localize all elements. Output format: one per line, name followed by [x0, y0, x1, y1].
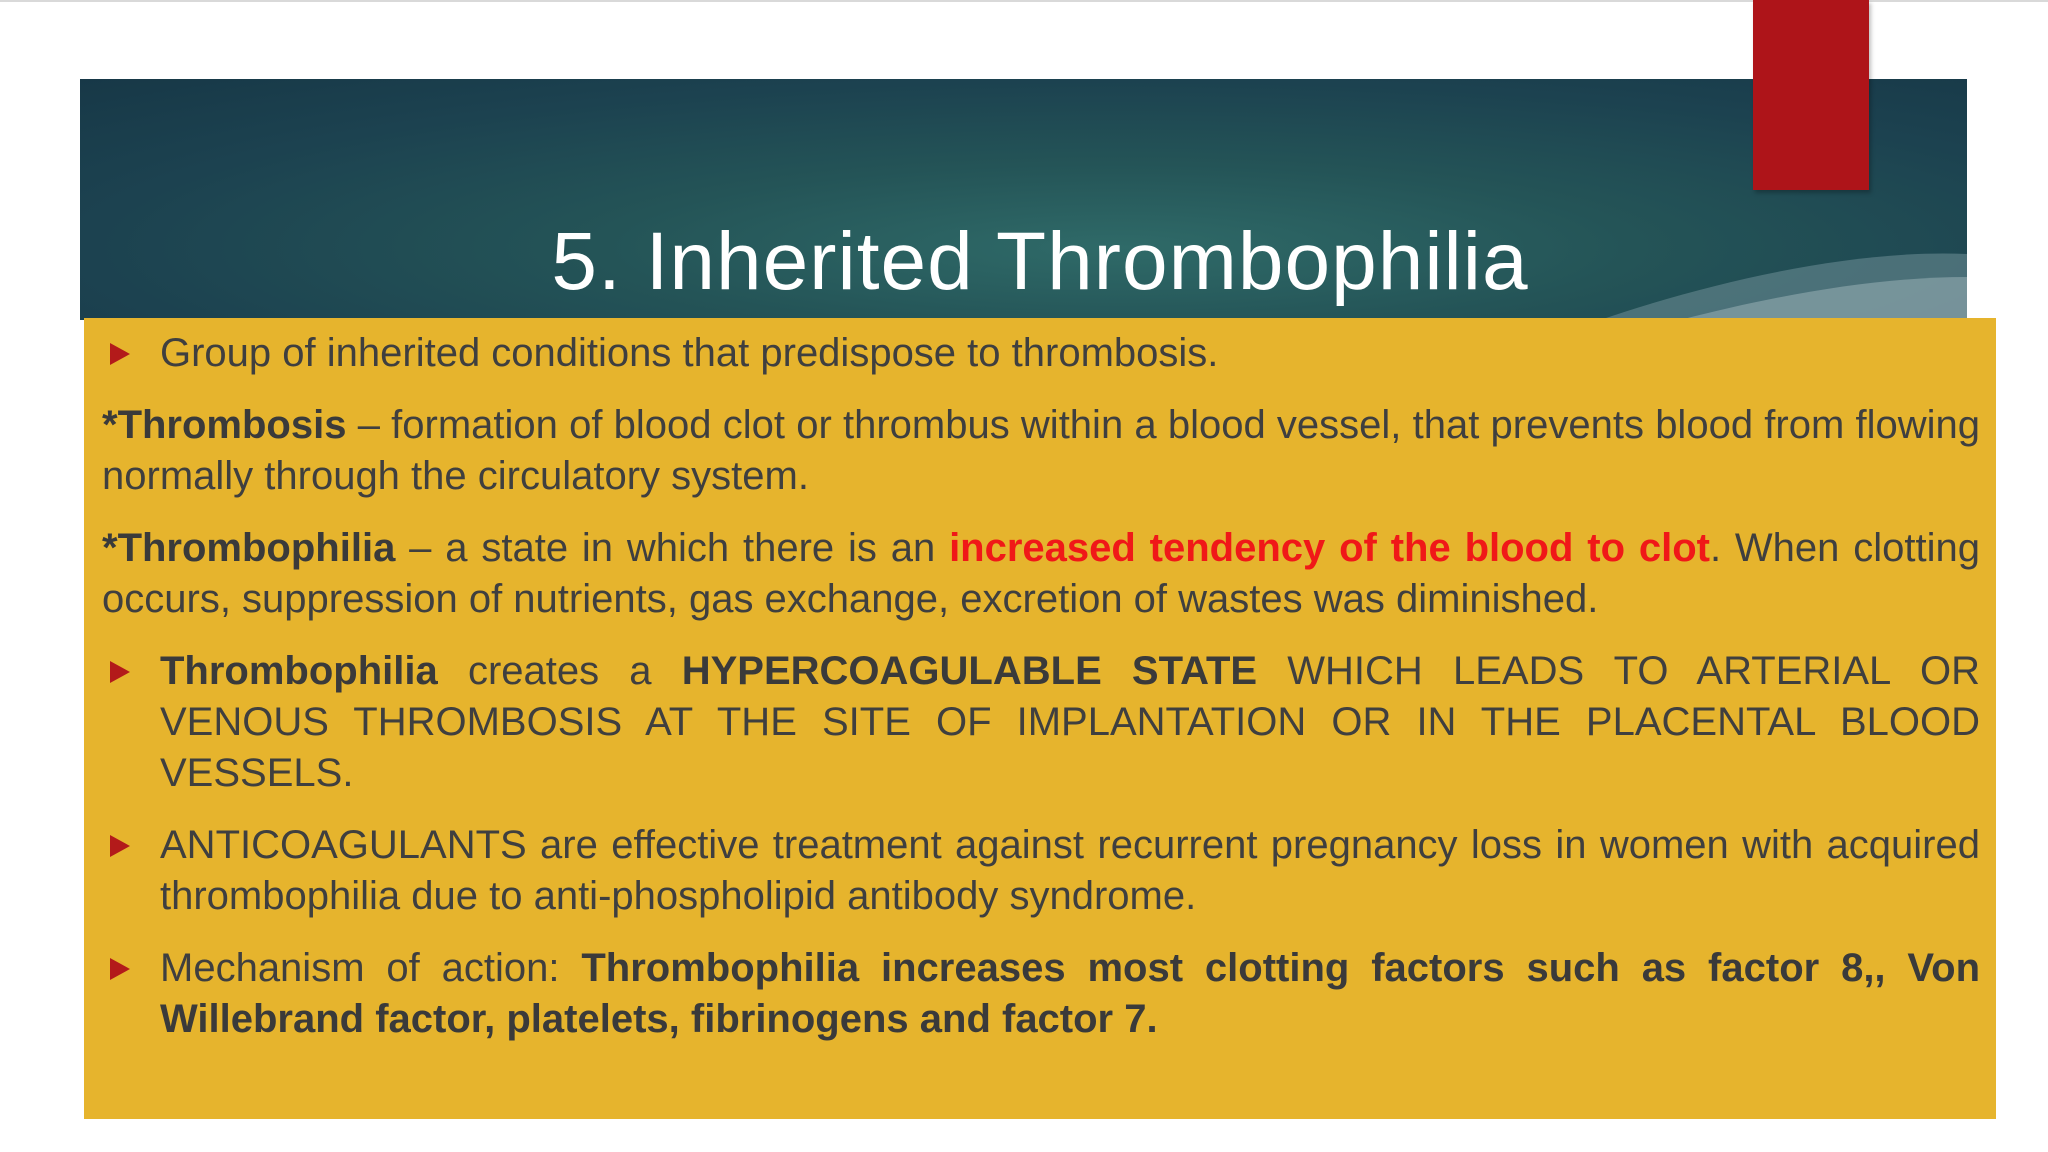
definition-term: *Thrombophilia — [102, 526, 396, 570]
definition-text-continued: . When clotting occurs, suppression of nutrients, gas exchange, excretion of wastes was diminished. — [102, 526, 1980, 621]
right-triangle-icon — [110, 661, 130, 683]
bullet-text: Group of inherited conditions that predispose to thrombosis. — [160, 331, 1219, 375]
bullet-item-mechanism — [102, 943, 1980, 1045]
definition-text: – formation of blood clot or thrombus within a blood vessel, that prevents blood from flowing normally through the circulatory system. — [102, 403, 1980, 498]
content-box — [84, 318, 1996, 1119]
definition-text: – a state in which there is an — [395, 526, 950, 570]
bullet-item-hypercoagulable — [102, 646, 1980, 799]
bullet-item-anticoagulants — [102, 820, 1980, 922]
definition-thrombosis — [102, 400, 1980, 502]
bullet-term: Thrombophilia — [160, 649, 438, 693]
bullet-strong-text: HYPERCOAGULABLE STATE — [681, 649, 1258, 693]
bullet-text-continued: WHICH LEADS TO ARTERIAL OR VENOUS THROMBOSIS AT THE SITE OF IMPLANTATION OR IN THE PLACENTAL BLOOD VESSELS. — [160, 649, 1980, 795]
bullet-text: ANTICOAGULANTS are effective treatment against recurrent pregnancy loss in women with acquired thrombophilia due to anti-phospholipid antibody syndrome. — [160, 823, 1980, 918]
bullet-item-group — [102, 328, 1980, 379]
bullet-text: creates a — [437, 649, 682, 693]
definition-term: *Thrombosis — [102, 403, 347, 447]
right-triangle-icon — [110, 835, 130, 857]
top-divider — [0, 0, 2048, 2]
right-triangle-icon — [110, 343, 130, 365]
bullet-strong-text: Thrombophilia increases most clotting factors such as factor 8,, Von Willebrand factor, platelets, fibrinogens and factor 7. — [160, 946, 1980, 1041]
definition-thrombophilia — [102, 523, 1980, 625]
slide-title: 5. Inherited Thrombophilia — [551, 216, 1529, 307]
accent-tab — [1753, 0, 1869, 190]
right-triangle-icon — [110, 958, 130, 980]
bullet-text: Mechanism of action: — [160, 946, 582, 990]
highlight-text: increased tendency of the blood to clot — [949, 526, 1710, 570]
